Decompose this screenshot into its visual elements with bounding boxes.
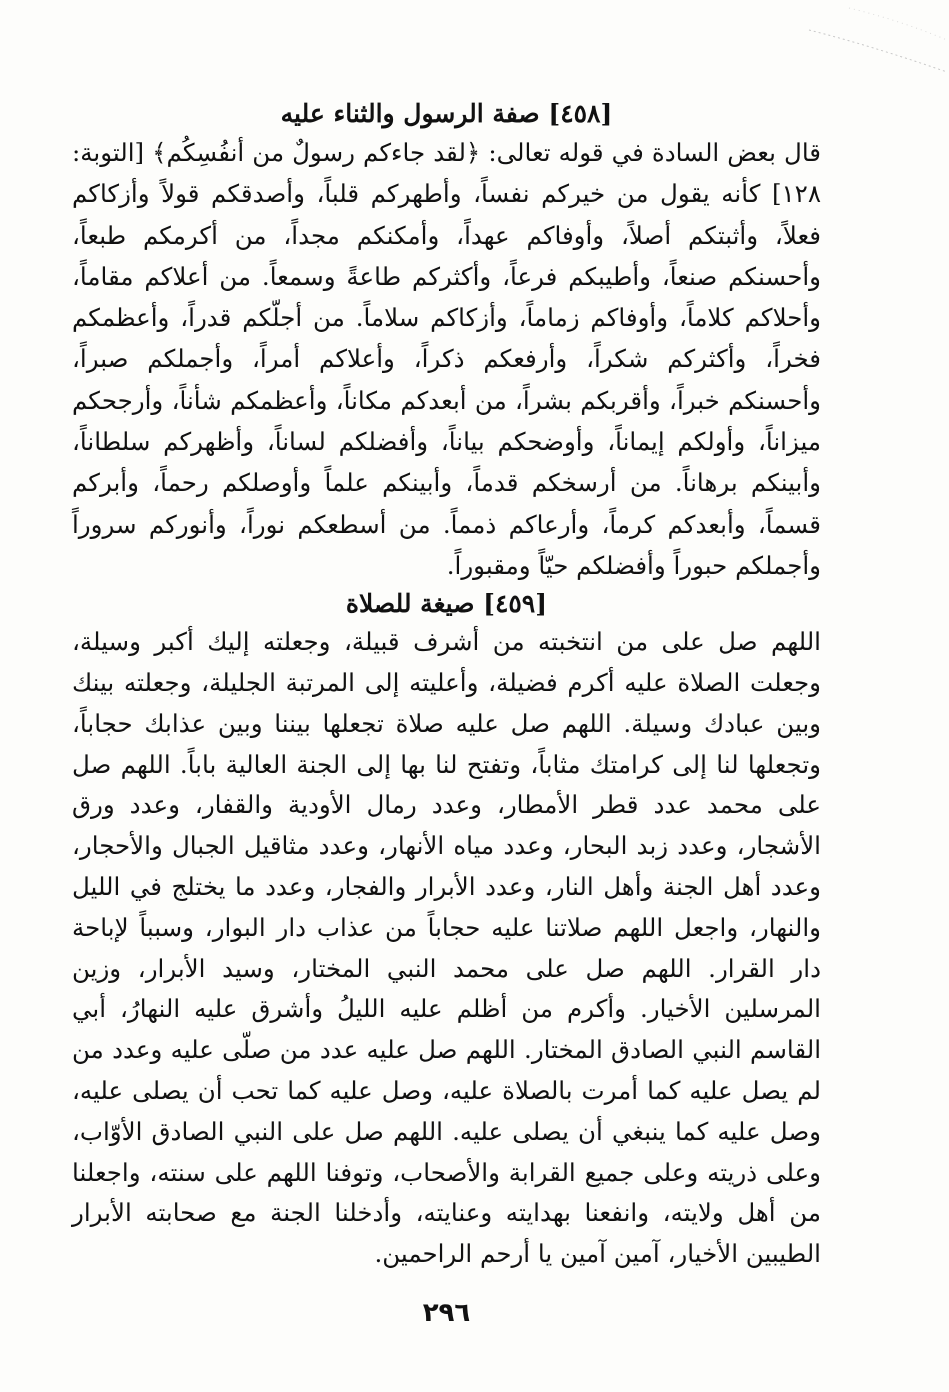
scan-edge-marks xyxy=(789,0,949,90)
section-459-heading: [٤٥٩] صيغة للصلاة xyxy=(345,589,548,619)
page-text xyxy=(72,96,821,1275)
page-number: ٢٩٦ xyxy=(422,1298,471,1328)
section-458-body: قال بعض السادة في قوله تعالى: ﴿لقد جاءكم رسولٌ من أنفُسِكُم﴾ [التوبة: ١٢٨] كأنه يقول من خيركم نفساً، وأطهركم قلباً، وأصدقكم قولاً وأزكاكم فعلاً، وأثبتكم أصلاً، وأوفاكم عهداً، وأمكنكم مجداً، من أكرمكم طبعاً، وأحسنكم صنعاً، وأطيبكم فرعاً، وأكثركم طاعةً وسمعاً. من أعلاكم مقاماً، وأحلاكم كلاماً، وأوفاكم زماماً، وأزكاكم سلاماً. من أجلّكم قدراً، وأعظمكم فخراً، وأكثركم شكراً، وأرفعكم ذكراً، وأعلاكم أمراً، وأجملكم صبراً، وأحسنكم خبراً، وأقربكم بشراً، من أبعدكم مكاناً، وأعظمكم شأناً، وأرجحكم ميزاناً، وأولكم إيماناً، وأوضحكم بياناً، وأفضلكم لساناً، وأظهركم سلطاناً، وأبينكم برهاناً. من أرسخكم قدماً، وأبينكم علماً وأوصلكم رحماً، وأبركم قسماً، وأبعدكم كرماً، وأرعاكم ذمماً. من أسطعكم نوراً، وأنوركم سروراً وأجملكم حبوراً وأفضلكم حيّاً ومقبوراً. xyxy=(72,138,821,580)
section-459-body: اللهم صل على من انتخبته من أشرف قبيلة، وجعلته إليك أكبر وسيلة، وجعلت الصلاة عليه أكرم فضيلة، وأعليته إلى المرتبة الجليلة، وجعلته بينك وبين عبادك وسيلة. اللهم صل عليه صلاة تجعلها بيننا وبين عذابك حجاباً، وتجعلها لنا إلى كرامتك مثاباً، وتفتح لنا بها إلى الجنة العالية باباً. اللهم صل على محمد عدد قطر الأمطار، وعدد رمال الأودية والقفار، وعدد ورق الأشجار، وعدد زبد البحار، وعدد مياه الأنهار، وعدد مثاقيل الجبال والأحجار، وعدد أهل الجنة وأهل النار، وعدد الأبرار والفجار، وعدد ما يختلج في الليل والنهار، واجعل اللهم صلاتنا عليه حجاباً من عذاب دار البوار، وسبباً لإباحة دار القرار. اللهم صل على محمد النبي المختار، وسيد الأبرار، وزين المرسلين الأخيار. وأكرم من أظلم عليه الليلُ وأشرق عليه النهارُ، أبي القاسم النبي الصادق المختار. اللهم صل عليه عدد من صلّى عليه وعدد من لم يصل عليه كما أمرت بالصلاة عليه، وصل عليه كما تحب أن يصلى عليه، وصل عليه كما ينبغي أن يصلى عليه. اللهم صل على النبي الصادق الأوّاب، وعلى ذريته وعلى جميع القرابة والأصحاب، وتوفنا اللهم على سنته، واجعلنا من أهل ولايته، وانفعنا بهدايته وعنايته، وأدخلنا الجنة مع صحابته الأبرار الطيبين الأخيار، آمين آمين يا أرحم الراحمين. xyxy=(72,627,821,1269)
section-458-heading: [٤٥٨] صفة الرسول والثناء عليه xyxy=(280,99,613,128)
